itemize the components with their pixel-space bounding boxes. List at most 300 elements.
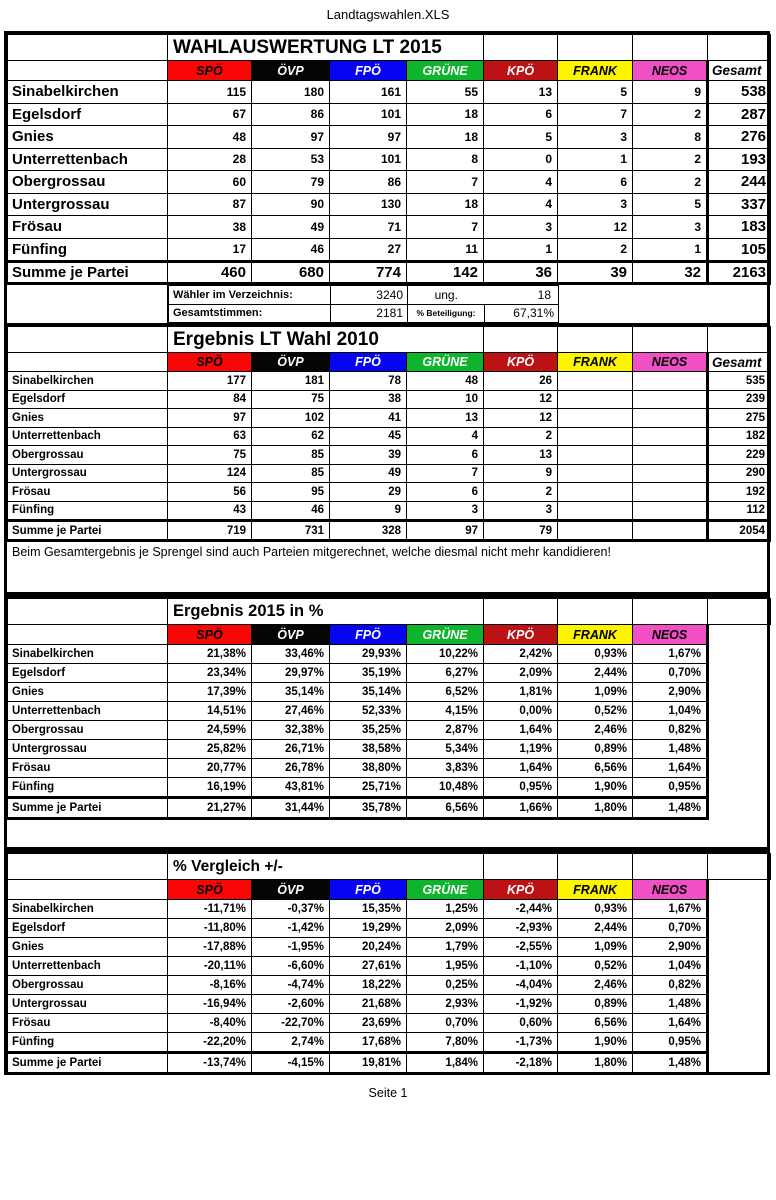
column-header-empty: [8, 353, 168, 372]
value-cell: 101: [330, 148, 407, 171]
party-header-frank: FRANK: [558, 353, 633, 372]
value-cell: 0,00%: [484, 702, 558, 721]
table-title-row: [8, 599, 771, 625]
row-label: Frösau: [8, 483, 168, 502]
row-label: Unterrettenbach: [8, 148, 168, 171]
value-cell: -20,11%: [168, 957, 252, 976]
value-cell: 62: [252, 427, 330, 446]
value-cell: [558, 501, 633, 521]
value-cell: 45: [330, 427, 407, 446]
row-label: Untergrossau: [8, 995, 168, 1014]
value-cell: -4,04%: [484, 976, 558, 995]
value-cell: 48: [407, 372, 484, 391]
column-header-empty: [8, 625, 168, 645]
value-cell: 79: [484, 521, 558, 541]
table-vergleich: [7, 853, 771, 1072]
value-cell: 0,89%: [558, 740, 633, 759]
value-cell: 10,22%: [407, 645, 484, 664]
value-cell: 0,70%: [407, 1014, 484, 1033]
value-cell: [633, 390, 708, 409]
empty-cell: [484, 599, 558, 625]
value-cell: 24,59%: [168, 721, 252, 740]
value-cell: [558, 483, 633, 502]
party-header-grüne: GRÜNE: [407, 625, 484, 645]
value-cell: 56: [168, 483, 252, 502]
table-row: [8, 427, 771, 446]
value-cell: 4: [484, 193, 558, 216]
table-ergebnis-2010: [7, 326, 771, 542]
party-header-row: [8, 625, 771, 645]
value-cell: 0,70%: [633, 664, 708, 683]
value-cell: 731: [252, 521, 330, 541]
empty-cell: [558, 854, 633, 880]
blank-column-cell: [708, 900, 771, 919]
value-cell: 1,90%: [558, 778, 633, 798]
row-label: Summe je Partei: [8, 262, 168, 284]
value-cell: 26,78%: [252, 759, 330, 778]
value-cell: [558, 409, 633, 428]
value-cell: 63: [168, 427, 252, 446]
value-cell: 115: [168, 81, 252, 104]
row-label: Fünfing: [8, 238, 168, 262]
value-cell: 35,78%: [330, 798, 407, 819]
value-cell: 0,82%: [633, 721, 708, 740]
value-cell: 33,46%: [252, 645, 330, 664]
value-cell: 13: [484, 446, 558, 465]
row-label: Fünfing: [8, 778, 168, 798]
value-cell: -6,60%: [252, 957, 330, 976]
empty-cell: [633, 327, 708, 353]
value-cell: 35,25%: [330, 721, 407, 740]
table-row: [8, 664, 771, 683]
table-row: [8, 193, 771, 216]
value-cell: 20,77%: [168, 759, 252, 778]
value-cell: 16,19%: [168, 778, 252, 798]
empty-cell: [8, 599, 168, 625]
empty-cell: [708, 327, 771, 353]
blank-column-cell: [708, 919, 771, 938]
row-label: Fünfing: [8, 501, 168, 521]
voters-register-value: 3240: [331, 286, 408, 305]
value-cell: -4,15%: [252, 1053, 330, 1073]
value-cell: 2: [633, 148, 708, 171]
value-cell: -1,73%: [484, 1033, 558, 1053]
value-cell: 79: [252, 171, 330, 194]
value-cell: 78: [330, 372, 407, 391]
value-cell: [558, 464, 633, 483]
blank-column-cell: [708, 645, 771, 664]
row-label: Egelsdorf: [8, 390, 168, 409]
blank-column-cell: [708, 683, 771, 702]
stats-section: [7, 285, 767, 326]
value-cell: 2,09%: [407, 919, 484, 938]
row-label: Untergrossau: [8, 740, 168, 759]
table-row: [8, 1014, 771, 1033]
value-cell: 4: [484, 171, 558, 194]
value-cell: 85: [252, 464, 330, 483]
value-cell: 9: [484, 464, 558, 483]
value-cell: [633, 427, 708, 446]
value-cell: 6: [484, 103, 558, 126]
value-cell: 5: [484, 126, 558, 149]
value-cell: [633, 483, 708, 502]
party-header-övp: ÖVP: [252, 625, 330, 645]
value-cell: -22,70%: [252, 1014, 330, 1033]
table-row: [8, 645, 771, 664]
value-cell: 102: [252, 409, 330, 428]
value-cell: 7: [407, 464, 484, 483]
blank-column-cell: [708, 880, 771, 900]
total-cell: 244: [708, 171, 771, 194]
value-cell: 3: [484, 501, 558, 521]
value-cell: 1,48%: [633, 1053, 708, 1073]
value-cell: 95: [252, 483, 330, 502]
row-label: Unterrettenbach: [8, 957, 168, 976]
value-cell: 1,64%: [484, 721, 558, 740]
value-cell: [633, 446, 708, 465]
row-label: Sinabelkirchen: [8, 372, 168, 391]
value-cell: 23,34%: [168, 664, 252, 683]
party-header-neos: NEOS: [633, 880, 708, 900]
table-row: [8, 409, 771, 428]
table-row: [8, 900, 771, 919]
value-cell: 39: [330, 446, 407, 465]
empty-cell: [633, 854, 708, 880]
total-cell: 105: [708, 238, 771, 262]
value-cell: -1,95%: [252, 938, 330, 957]
value-cell: 8: [407, 148, 484, 171]
blank-column-cell: [708, 995, 771, 1014]
value-cell: 2,90%: [633, 683, 708, 702]
value-cell: 6,56%: [558, 759, 633, 778]
value-cell: 19,81%: [330, 1053, 407, 1073]
gesamt-header: Gesamt: [708, 61, 771, 81]
value-cell: 0,95%: [633, 778, 708, 798]
value-cell: 6: [558, 171, 633, 194]
value-cell: 75: [252, 390, 330, 409]
value-cell: 2,74%: [252, 1033, 330, 1053]
value-cell: 29: [330, 483, 407, 502]
value-cell: 2,87%: [407, 721, 484, 740]
total-cell: 229: [708, 446, 771, 465]
value-cell: 0,82%: [633, 976, 708, 995]
row-label: Obergrossau: [8, 171, 168, 194]
value-cell: -8,16%: [168, 976, 252, 995]
value-cell: 124: [168, 464, 252, 483]
value-cell: 142: [407, 262, 484, 284]
value-cell: -2,55%: [484, 938, 558, 957]
value-cell: 774: [330, 262, 407, 284]
value-cell: 2,46%: [558, 976, 633, 995]
table-row: [8, 372, 771, 391]
table-row: [8, 957, 771, 976]
table-row: [8, 390, 771, 409]
value-cell: 4,15%: [407, 702, 484, 721]
value-cell: 17,68%: [330, 1033, 407, 1053]
page-footer: Seite 1: [368, 1086, 408, 1100]
value-cell: 460: [168, 262, 252, 284]
value-cell: [633, 372, 708, 391]
value-cell: 17: [168, 238, 252, 262]
value-cell: 2: [484, 483, 558, 502]
table-row: [8, 938, 771, 957]
table-title-row: [8, 854, 771, 880]
empty-area: [7, 820, 767, 847]
row-label: Egelsdorf: [8, 103, 168, 126]
table-row: [8, 759, 771, 778]
row-label: Obergrossau: [8, 721, 168, 740]
value-cell: 101: [330, 103, 407, 126]
value-cell: 3,83%: [407, 759, 484, 778]
value-cell: 6,52%: [407, 683, 484, 702]
value-cell: 97: [330, 126, 407, 149]
summe-row: [8, 1053, 771, 1073]
row-label: Frösau: [8, 216, 168, 239]
blank-column-cell: [708, 938, 771, 957]
value-cell: 46: [252, 238, 330, 262]
value-cell: 0,93%: [558, 645, 633, 664]
value-cell: 0,60%: [484, 1014, 558, 1033]
value-cell: 5: [633, 193, 708, 216]
row-label: Summe je Partei: [8, 521, 168, 541]
value-cell: 1,81%: [484, 683, 558, 702]
value-cell: 23,69%: [330, 1014, 407, 1033]
party-header-grüne: GRÜNE: [407, 880, 484, 900]
value-cell: 177: [168, 372, 252, 391]
empty-cell: [7, 285, 168, 323]
party-header-övp: ÖVP: [252, 880, 330, 900]
table-row: [8, 148, 771, 171]
table-title: Ergebnis LT Wahl 2010: [168, 327, 484, 353]
value-cell: [633, 409, 708, 428]
value-cell: 87: [168, 193, 252, 216]
table-row: [8, 238, 771, 262]
value-cell: 12: [558, 216, 633, 239]
value-cell: 1,25%: [407, 900, 484, 919]
value-cell: 38: [168, 216, 252, 239]
value-cell: 35,14%: [330, 683, 407, 702]
row-label: Sinabelkirchen: [8, 81, 168, 104]
value-cell: [633, 521, 708, 541]
row-label: Unterrettenbach: [8, 427, 168, 446]
value-cell: -2,18%: [484, 1053, 558, 1073]
total-cell: 276: [708, 126, 771, 149]
value-cell: 1,64%: [633, 759, 708, 778]
column-header-empty: [8, 61, 168, 81]
total-cell: 275: [708, 409, 771, 428]
value-cell: 0,89%: [558, 995, 633, 1014]
value-cell: 43,81%: [252, 778, 330, 798]
value-cell: 32,38%: [252, 721, 330, 740]
party-header-övp: ÖVP: [252, 353, 330, 372]
value-cell: 2,44%: [558, 664, 633, 683]
value-cell: 1,67%: [633, 900, 708, 919]
gesamt-header: Gesamt: [708, 353, 771, 372]
party-header-grüne: GRÜNE: [407, 353, 484, 372]
party-header-spö: SPÖ: [168, 625, 252, 645]
value-cell: [558, 446, 633, 465]
empty-cell: [8, 327, 168, 353]
party-header-övp: ÖVP: [252, 61, 330, 81]
value-cell: 17,39%: [168, 683, 252, 702]
value-cell: 29,93%: [330, 645, 407, 664]
party-header-neos: NEOS: [633, 625, 708, 645]
empty-cell: [8, 35, 168, 61]
value-cell: 5: [558, 81, 633, 104]
column-header-empty: [8, 880, 168, 900]
total-cell: 192: [708, 483, 771, 502]
row-label: Gnies: [8, 683, 168, 702]
value-cell: 20,24%: [330, 938, 407, 957]
table-row: [8, 702, 771, 721]
value-cell: 27,61%: [330, 957, 407, 976]
party-header-kpö: KPÖ: [484, 625, 558, 645]
party-header-fpö: FPÖ: [330, 353, 407, 372]
value-cell: 38: [330, 390, 407, 409]
value-cell: 13: [484, 81, 558, 104]
table-title: Ergebnis 2015 in %: [168, 599, 484, 625]
total-cell: 535: [708, 372, 771, 391]
value-cell: 0,25%: [407, 976, 484, 995]
value-cell: 18: [407, 126, 484, 149]
value-cell: 18,22%: [330, 976, 407, 995]
party-header-fpö: FPÖ: [330, 61, 407, 81]
party-header-neos: NEOS: [633, 61, 708, 81]
blank-column-cell: [708, 664, 771, 683]
value-cell: 49: [252, 216, 330, 239]
value-cell: 1,67%: [633, 645, 708, 664]
value-cell: -0,37%: [252, 900, 330, 919]
value-cell: 1,48%: [633, 798, 708, 819]
value-cell: 14,51%: [168, 702, 252, 721]
table-row: [8, 995, 771, 1014]
value-cell: 2,44%: [558, 919, 633, 938]
table-ergebnis-2015-prozent: [7, 598, 771, 820]
value-cell: 48: [168, 126, 252, 149]
table-row: [8, 740, 771, 759]
table-row: [8, 171, 771, 194]
row-label: Frösau: [8, 1014, 168, 1033]
value-cell: 1,04%: [633, 957, 708, 976]
total-cell: 112: [708, 501, 771, 521]
value-cell: -17,88%: [168, 938, 252, 957]
row-label: Fünfing: [8, 1033, 168, 1053]
table-row: [8, 501, 771, 521]
value-cell: 7: [407, 171, 484, 194]
comparison-block: [4, 850, 770, 1075]
party-header-kpö: KPÖ: [484, 880, 558, 900]
value-cell: 18: [407, 193, 484, 216]
value-cell: 46: [252, 501, 330, 521]
row-label: Sinabelkirchen: [8, 645, 168, 664]
empty-cell: [484, 327, 558, 353]
blank-column-cell: [708, 957, 771, 976]
value-cell: -8,40%: [168, 1014, 252, 1033]
party-header-row: [8, 61, 771, 81]
value-cell: -4,74%: [252, 976, 330, 995]
row-label: Gnies: [8, 938, 168, 957]
value-cell: 2,90%: [633, 938, 708, 957]
value-cell: 26,71%: [252, 740, 330, 759]
value-cell: -11,71%: [168, 900, 252, 919]
blank-column-cell: [708, 740, 771, 759]
table-row: [8, 216, 771, 239]
blank-column-cell: [708, 721, 771, 740]
value-cell: 1,09%: [558, 938, 633, 957]
value-cell: 3: [407, 501, 484, 521]
table-wahlauswertung-2015: [7, 34, 771, 285]
value-cell: 181: [252, 372, 330, 391]
value-cell: 0: [484, 148, 558, 171]
value-cell: 6: [407, 483, 484, 502]
party-header-spö: SPÖ: [168, 353, 252, 372]
empty-cell: [558, 35, 633, 61]
value-cell: 1,84%: [407, 1053, 484, 1073]
value-cell: 1,90%: [558, 1033, 633, 1053]
value-cell: 180: [252, 81, 330, 104]
party-header-kpö: KPÖ: [484, 61, 558, 81]
value-cell: 19,29%: [330, 919, 407, 938]
row-label: Summe je Partei: [8, 798, 168, 819]
value-cell: 1,64%: [484, 759, 558, 778]
total-cell: 538: [708, 81, 771, 104]
table-row: [8, 1033, 771, 1053]
empty-cell: [633, 599, 708, 625]
party-header-spö: SPÖ: [168, 880, 252, 900]
value-cell: 3: [633, 216, 708, 239]
table-row: [8, 919, 771, 938]
table-row: [8, 683, 771, 702]
row-label: Obergrossau: [8, 446, 168, 465]
value-cell: 1,48%: [633, 995, 708, 1014]
value-cell: 84: [168, 390, 252, 409]
blank-column-cell: [708, 1033, 771, 1053]
value-cell: [558, 427, 633, 446]
row-label: Obergrossau: [8, 976, 168, 995]
value-cell: 55: [407, 81, 484, 104]
value-cell: 52,33%: [330, 702, 407, 721]
value-cell: 36: [484, 262, 558, 284]
total-cell: 182: [708, 427, 771, 446]
value-cell: 27: [330, 238, 407, 262]
value-cell: 7: [558, 103, 633, 126]
value-cell: 1,66%: [484, 798, 558, 819]
value-cell: 2,46%: [558, 721, 633, 740]
value-cell: -2,93%: [484, 919, 558, 938]
value-cell: 3: [484, 216, 558, 239]
stats-table: [168, 285, 559, 323]
value-cell: 26: [484, 372, 558, 391]
value-cell: 10: [407, 390, 484, 409]
value-cell: 5,34%: [407, 740, 484, 759]
party-header-fpö: FPÖ: [330, 880, 407, 900]
value-cell: 1,80%: [558, 1053, 633, 1073]
turnout-value: 67,31%: [485, 304, 559, 323]
value-cell: 7,80%: [407, 1033, 484, 1053]
value-cell: 39: [558, 262, 633, 284]
value-cell: 11: [407, 238, 484, 262]
row-label: Summe je Partei: [8, 1053, 168, 1073]
row-label: Gnies: [8, 126, 168, 149]
blank-column-cell: [708, 702, 771, 721]
value-cell: 43: [168, 501, 252, 521]
value-cell: 6,56%: [558, 1014, 633, 1033]
value-cell: -1,10%: [484, 957, 558, 976]
value-cell: 0,95%: [484, 778, 558, 798]
value-cell: 2: [633, 171, 708, 194]
value-cell: 719: [168, 521, 252, 541]
value-cell: 97: [168, 409, 252, 428]
